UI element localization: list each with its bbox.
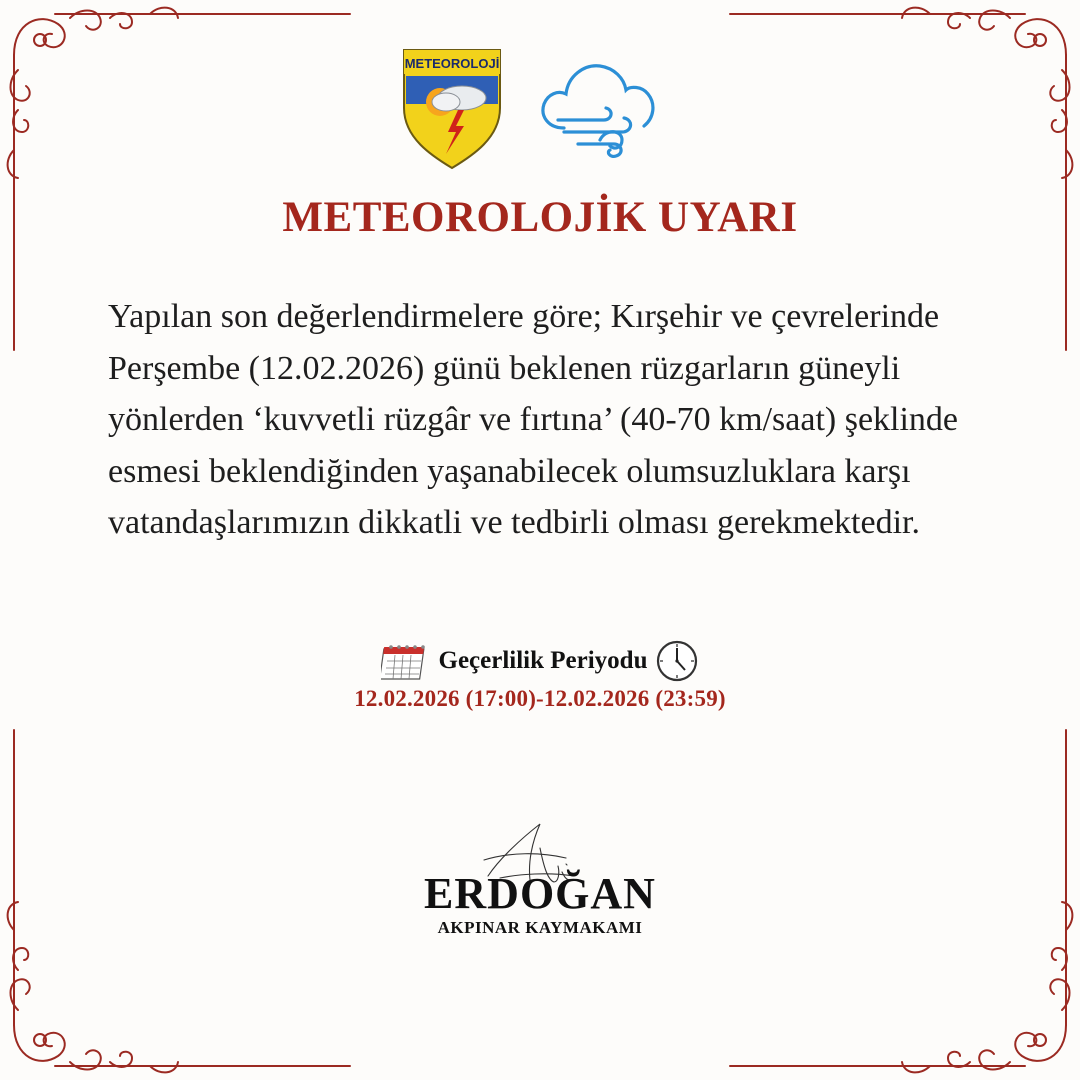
notice-title: METEOROLOJİK UYARI	[282, 194, 798, 241]
signatory-title: AKPINAR KAYMAKAMI	[437, 918, 643, 937]
clock-icon	[655, 639, 699, 683]
cloud-wind-icon	[534, 54, 660, 166]
notice-body: Yapılan son değerlendirmelere göre; Kırşehir ve çevrelerinde Perşembe (12.02.2026) günü beklenen rüzgarların güneyli yönlerden ‘kuvvetli rüzgâr ve fırtına’ (40-70 km/saat) şeklinde esmesi beklendiğinden yaşanabilecek olumsuzluklara karşı vatandaşlarımızın dikkatli ve tedbirli olması gerekmektedir.	[108, 298, 959, 542]
validity-period	[0, 638, 1080, 712]
validity-label: Geçerlilik Periyodu	[438, 647, 648, 674]
signatory-name: ERDOĞAN	[424, 869, 656, 918]
meteoroloji-shield-logo	[400, 46, 504, 170]
calendar-icon	[381, 641, 431, 681]
logo-row	[0, 44, 1080, 174]
logo-text: METEOROLOJİ	[404, 56, 500, 71]
validity-dates: 12.02.2026 (17:00)-12.02.2026 (23:59)	[354, 686, 726, 711]
